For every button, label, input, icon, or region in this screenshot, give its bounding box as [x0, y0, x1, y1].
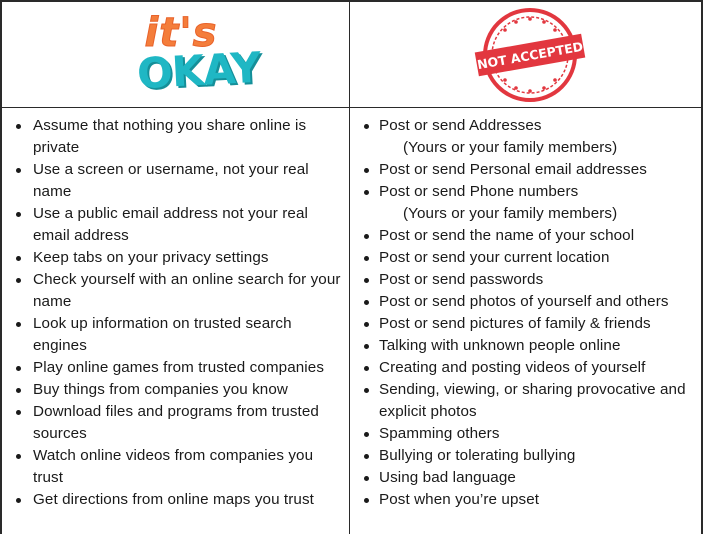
list-item [360, 467, 701, 489]
list-item [360, 357, 701, 379]
list-item [360, 247, 701, 269]
list-item [360, 225, 701, 247]
list-item-text: Sending, viewing, or sharing provocative and explicit photos [379, 381, 686, 420]
list-item-subtext: (Yours or your family members) [403, 205, 618, 222]
list-item-text: Using bad language [379, 469, 516, 486]
list-item [360, 313, 701, 335]
list-item [360, 181, 701, 225]
its-okay-logo-top: it's [144, 9, 218, 56]
list-item: Use a public email address not your real email address [12, 203, 343, 247]
list-item: Check yourself with an online search for your name [12, 269, 343, 313]
list-item-text: Post or send passwords [379, 271, 544, 288]
list-item-text: Talking with unknown people online [379, 337, 621, 354]
list-item [360, 269, 701, 291]
list-item: Download files and programs from trusted sources [12, 401, 343, 445]
list-item [360, 291, 701, 313]
list-item [360, 335, 701, 357]
stamp-text: NOT ACCEPTED [475, 38, 584, 72]
list-item [360, 115, 701, 159]
list-item [360, 159, 701, 181]
list-item-subtext: (Yours or your family members) [403, 139, 618, 156]
list-item-text: Post or send the name of your school [379, 227, 635, 244]
okay-column [2, 108, 350, 534]
not-accepted-header [350, 2, 703, 108]
list-item [360, 489, 701, 511]
okay-list [2, 108, 349, 511]
list-item-text: Post or send photos of yourself and others [379, 293, 669, 310]
not-accepted-column [350, 108, 703, 534]
list-item: Look up information on trusted search engines [12, 313, 343, 357]
list-item-text: Post or send Personal email addresses [379, 161, 647, 178]
list-item-text: Post or send pictures of family & friends [379, 315, 651, 332]
list-item-text: Bullying or tolerating bullying [379, 447, 576, 464]
not-accepted-stamp [472, 5, 588, 105]
list-item [360, 379, 701, 423]
okay-header [2, 2, 350, 108]
list-item: Get directions from online maps you trust [12, 489, 343, 511]
list-item-text: Post when you’re upset [379, 491, 540, 508]
list-item-text: Post or send Phone numbers [379, 183, 579, 200]
not-accepted-list [350, 108, 703, 511]
list-item [360, 423, 701, 445]
list-item-text: Creating and posting videos of yourself [379, 359, 646, 376]
list-item [360, 445, 701, 467]
list-item-text: Post or send Addresses [379, 117, 542, 134]
list-item: Play online games from trusted companies [12, 357, 343, 379]
its-okay-logo [135, 9, 261, 101]
list-item-text: Spamming others [379, 425, 500, 442]
list-item: Use a screen or username, not your real name [12, 159, 343, 203]
list-item: Buy things from companies you know [12, 379, 343, 401]
list-item: Assume that nothing you share online is private [12, 115, 343, 159]
its-okay-logo-bottom: OKAY [135, 42, 261, 98]
list-item: Keep tabs on your privacy settings [12, 247, 343, 269]
list-item-text: Post or send your current location [379, 249, 610, 266]
list-item: Watch online videos from companies you trust [12, 445, 343, 489]
